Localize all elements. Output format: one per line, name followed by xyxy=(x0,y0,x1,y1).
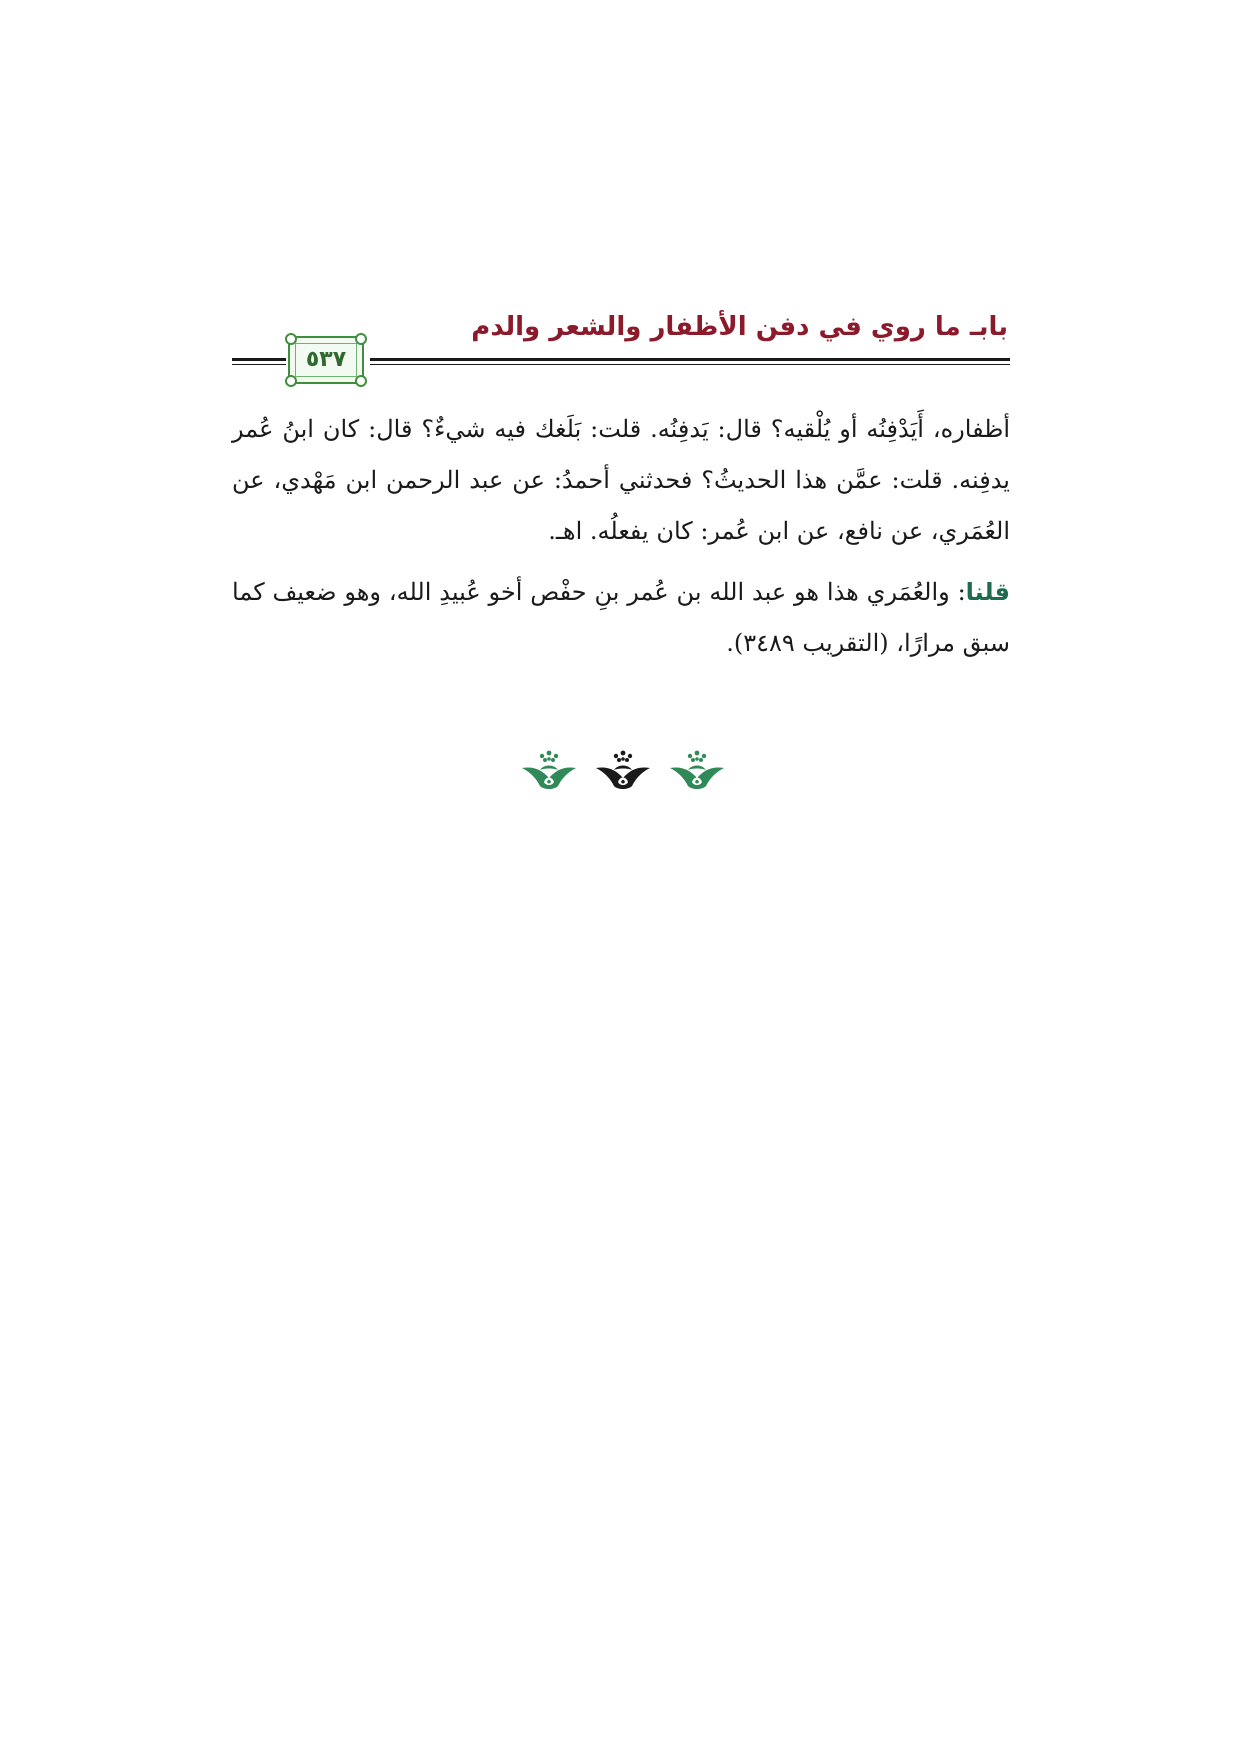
frame-corner-icon xyxy=(285,375,297,387)
section-end-ornament xyxy=(520,748,726,794)
header-rule-thick xyxy=(370,358,1010,361)
lotus-ornament-icon xyxy=(594,748,652,794)
header-rule-left-thick xyxy=(232,358,286,361)
page-number: ٥٣٧ xyxy=(305,347,347,372)
frame-corner-icon xyxy=(355,375,367,387)
lotus-ornament-icon xyxy=(668,748,726,794)
paragraph-2 xyxy=(232,567,1010,669)
page-number-frame xyxy=(288,336,364,384)
frame-corner-icon xyxy=(285,333,297,345)
frame-corner-icon xyxy=(355,333,367,345)
paragraph-lead-word: قلنا xyxy=(965,578,1010,606)
header-rule-thin xyxy=(370,364,1010,365)
chapter-title: بابـ ما روي في دفن الأظفار والشعر والدم xyxy=(471,312,1008,342)
paragraph-2-text: : والعُمَري هذا هو عبد الله بن عُمر بنِ حفْص أخو عُبيدِ الله، وهو ضعيف كما سبق مرارًا، (التقريب ٣٤٨٩). xyxy=(232,578,1010,657)
header-rule-left-thin xyxy=(232,364,286,365)
paragraph-1: أظفاره، أَيَدْفِنُه أو يُلْقيه؟ قال: يَدفِنُه. قلت: بَلَغك فيه شيءٌ؟ قال: كان ابنُ عُمر يدفِنه. قلت: عمَّن هذا الحديثُ؟ فحدثني أحمدُ: عن عبد الرحمن ابن مَهْدي، عن العُمَري، عن نافع، عن ابن عُمر: كان يفعلُه. اهـ. xyxy=(232,415,1010,545)
lotus-ornament-icon xyxy=(520,748,578,794)
body-text xyxy=(232,404,1010,669)
